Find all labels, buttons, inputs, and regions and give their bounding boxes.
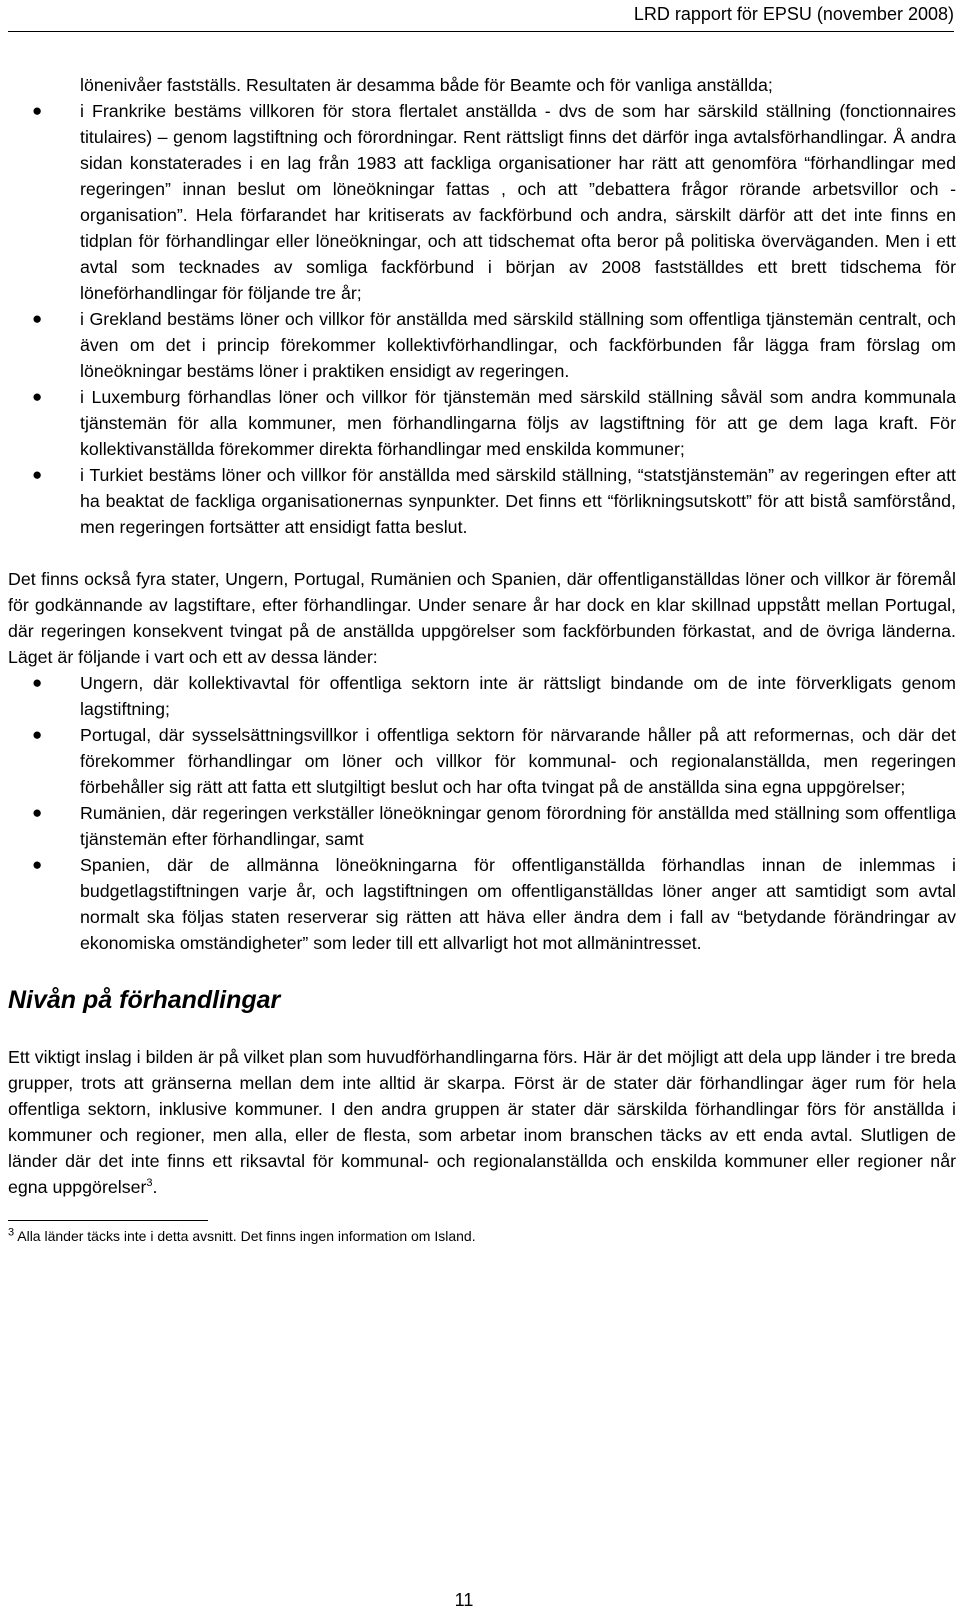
page-number: 11 [454, 1590, 474, 1610]
list-item: ● i Luxemburg förhandlas löner och villkor för tjänstemän med särskild ställning såväl som andra kommunala tjänstemän för alla kommuner, men förhandlingarna följs av lagstiftning för att ge dem laga kraft. För kollektivanställda förekommer direkta förhandlingar med enskilda kommuner; [8, 384, 956, 462]
footnote: $^3$ Alla länder täcks inte i detta avsnitt. Det finns ingen information om Island. [8, 1226, 476, 1244]
bullet-icon: ● [32, 803, 43, 822]
section-heading: Nivån på förhandlingar [8, 986, 281, 1014]
paragraph: Det finns också fyra stater, Ungern, Portugal, Rumänien och Spanien, där offentliganställdas löner och villkor är föremål för godkännande av lagstiftare, efter förhandlingar. Under senare år har dock en klar skillnad uppstått mellan Portugal, där regeringen konsekvent tvingat på de anställda uppgörelser som fackförbunden förkastat, and de övriga länderna. Läget är följande i vart och ett av dessa länder: [8, 569, 956, 667]
continued-text: lönenivåer fastställs. Resultaten är desamma både för Beamte och för vanliga anställda; [80, 75, 773, 95]
list-item: ● i Grekland bestäms löner och villkor för anställda med särskild ställning som offentliga tjänstemän centralt, och även om det i princip förekommer kollektivförhandlingar, och fackförbunden får lägga fram förslag om löneökningar bestäms löner i praktiken ensidigt av regeringen. [8, 306, 956, 384]
bullet-icon: ● [32, 309, 43, 328]
page-header [0, 0, 960, 32]
paragraph: Ett viktigt inslag i bilden är på vilket plan som huvudförhandlingarna förs. Här är det möjligt att dela upp länder i tre breda grupper, trots att gränserna mellan dem inte alltid är skarpa. Först är de stater där förhandlingar äger rum för hela offentliga sektorn, inklusive kommuner. I den andra gruppen är stater där särskilda förhandlingar förs för anställda i kommuner och regioner, men alla, eller de flesta, som arbetar inom branschen täcks av ett enda avtal. Slutligen de länder där det inte finns ett riksavtal för kommunal- och regionalanställda och enskilda kommuner eller regioner når egna uppgörelser$^3$. [8, 1047, 956, 1197]
list-item: ● Spanien, där de allmänna löneökningarna för offentliganställda förhandlas innan de inlemmas i budgetlagstiftningen varje år, och lagstiftningen om offentliganställdas löner anger att samtidigt som avtal normalt ska följas staten reserverar sig rätten att häva eller ändra dem i fall av “betydande förändringar av ekonomiska omständigheter” som leder till ett allvarligt hot mot allmänintresset. [8, 852, 956, 956]
bullet-icon: ● [32, 855, 43, 874]
footnote-separator [8, 1220, 208, 1221]
four-states-list [8, 670, 956, 956]
bullet-icon: ● [32, 387, 43, 406]
header-rule [8, 31, 954, 32]
bullet-icon: ● [32, 673, 43, 692]
footnote-number: 3 [8, 1226, 15, 1239]
bullet-icon: ● [32, 465, 43, 484]
header-title: LRD rapport för EPSU (november 2008) [633, 4, 954, 24]
page-content [8, 72, 956, 1245]
bullet-icon: ● [32, 725, 43, 744]
list-item: ● i Turkiet bestäms löner och villkor för anställda med särskild ställning, “statstjänstemän” av regeringen efter att ha beaktat de fackliga organisationernas synpunkter. Det finns ett “förlikningsutskott” för att bistå samförstånd, men regeringen fortsätter att ensidigt fatta beslut. [8, 462, 956, 540]
list-item: ● Portugal, där sysselsättningsvillkor i offentliga sektorn för närvarande håller på att reformernas, och där det förekommer förhandlingar om löner och villkor för kommunal- och regionalanställda, men regeringen förbehåller sig rätt att fatta ett slutgiltigt beslut och har ofta tvingat på de anställda sina egna uppgörelser; [8, 722, 956, 800]
list-item: ● i Frankrike bestäms villkoren för stora flertalet anställda - dvs de som har särskild ställning (fonctionnaires titulaires) – genom lagstiftning och förordningar. Rent rättsligt finns det därför inga avtalsförhandlingar. Å andra sidan konstaterades i en lag från 1983 att fackliga organisationer har rätt att genomföra “förhandlingar med regeringen” innan beslut om löneökningar fattas , och att ”debattera frågor rörande arbetsvillor och -organisation”. Hela förfarandet har kritiserats av fackförbund och andra, särskilt därför att det inte finns en tidplan för förhandlingar eller löneökningar, och att tidschemat ofta beror på politiska överväganden. Men i ett avtal som tecknades av somliga fackförbund i början av 2008 fastställdes ett brett tidschema för löneförhandlingar för följande tre år; [8, 98, 956, 306]
bullet-icon: ● [32, 101, 43, 120]
list-item: ● Rumänien, där regeringen verkställer löneökningar genom förordning för anställda med ställning som offentliga tjänstemän efter förhandlingar, samt [8, 800, 956, 852]
country-regulation-list [8, 98, 956, 540]
footnote-reference[interactable]: 3 [146, 1177, 153, 1190]
list-item: ● Ungern, där kollektivavtal för offentliga sektorn inte är rättsligt bindande om de inte förverkligats genom lagstiftning; [8, 670, 956, 722]
